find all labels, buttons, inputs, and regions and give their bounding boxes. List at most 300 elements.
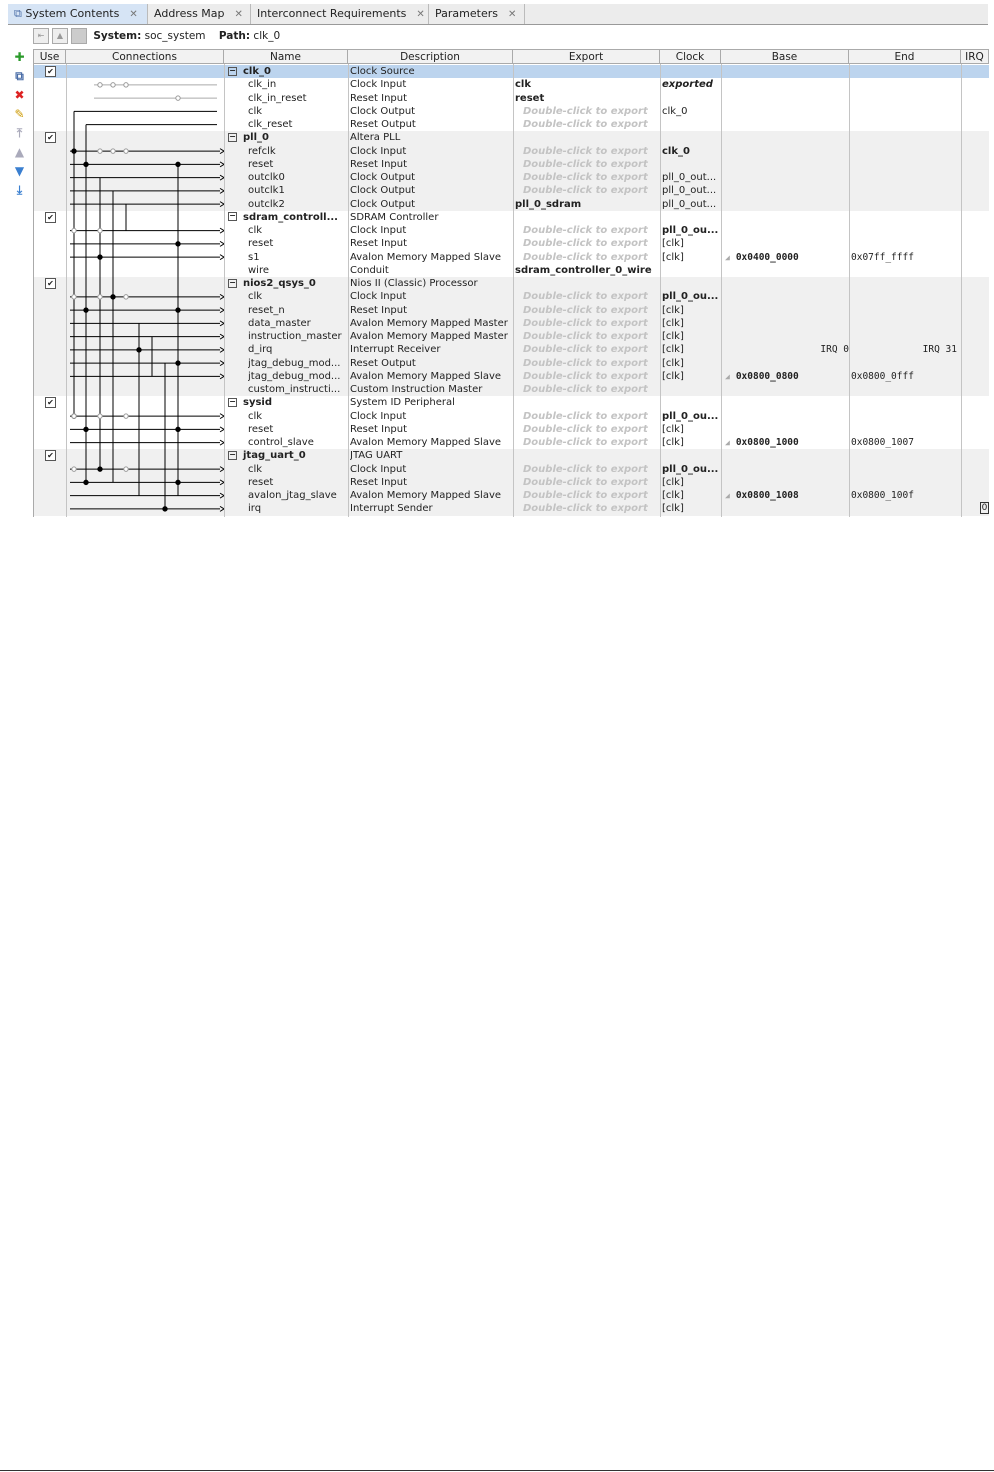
tab-bar: [8, 4, 988, 25]
clock-cell[interactable]: [clk]: [662, 370, 684, 382]
column-divider: [849, 50, 850, 517]
clock-cell[interactable]: [662, 396, 720, 409]
system-icon: ⧉: [14, 7, 26, 20]
interface-name[interactable]: data_master: [248, 317, 311, 329]
description-cell: Reset Input: [350, 304, 408, 316]
interface-name[interactable]: irq: [248, 503, 262, 515]
use-checkbox[interactable]: ✔: [45, 450, 56, 461]
description-cell: Avalon Memory Mapped Slave: [350, 490, 502, 501]
description-cell: Reset Input: [350, 238, 408, 250]
export-cell[interactable]: [515, 449, 655, 462]
clock-cell[interactable]: [662, 264, 720, 277]
clock-cell[interactable]: [clk]: [662, 331, 684, 342]
export-cell[interactable]: pll_0_sdram: [515, 198, 582, 210]
description-cell: Reset Input: [350, 158, 408, 170]
left-toolbar: [12, 50, 30, 202]
base-address-cell[interactable]: [725, 370, 849, 383]
move-up-icon[interactable]: ▲: [14, 145, 25, 159]
base-address-cell[interactable]: [725, 92, 849, 105]
port-arrow-icon: [220, 414, 224, 419]
collapse-icon[interactable]: −: [229, 131, 236, 141]
description-cell: Reset Output: [350, 119, 416, 130]
connection-point[interactable]: [98, 149, 102, 153]
port-arrow-icon: [220, 374, 224, 379]
port-arrow-icon: [220, 440, 224, 445]
description-cell: Reset Input: [350, 476, 408, 488]
clock-cell[interactable]: clk_0: [662, 145, 690, 157]
export-cell[interactable]: sdram_controller_0_wire: [515, 264, 652, 276]
description-cell: Clock Input: [350, 291, 407, 303]
end-address-cell: 0x0800_0fff: [851, 370, 914, 382]
remove-icon[interactable]: ✖: [14, 88, 25, 102]
export-cell[interactable]: [515, 65, 655, 78]
connection-point[interactable]: [72, 467, 76, 471]
column-header-connections[interactable]: Connections: [66, 50, 224, 64]
close-icon[interactable]: ✕: [416, 9, 425, 20]
interface-name[interactable]: clk_in_reset: [248, 92, 307, 104]
description-cell: Reset Input: [350, 92, 408, 104]
port-arrow-icon: [220, 308, 224, 313]
lock-icon[interactable]: ◢: [725, 438, 730, 447]
end-address-cell: 0x0800_1007: [851, 437, 914, 448]
export-cell[interactable]: Double-click to export: [523, 304, 648, 316]
clock-cell[interactable]: [662, 383, 720, 396]
connection-point[interactable]: [84, 427, 88, 431]
collapse-icon[interactable]: −: [229, 277, 236, 287]
end-address-cell: 0x07ff_ffff: [851, 251, 914, 263]
port-arrow-icon: [220, 241, 224, 246]
export-cell[interactable]: reset: [515, 92, 545, 104]
description-cell: Interrupt Receiver: [350, 344, 441, 356]
interface-name[interactable]: clk: [248, 410, 263, 422]
connection-point[interactable]: [176, 162, 180, 166]
clock-cell[interactable]: [662, 158, 720, 171]
base-address-cell[interactable]: [725, 65, 849, 78]
description-cell: Clock Output: [350, 172, 416, 183]
connection-point[interactable]: [98, 295, 102, 299]
base-address-cell[interactable]: [725, 304, 849, 317]
interface-name[interactable]: control_slave: [248, 437, 314, 448]
clock-cell[interactable]: [662, 118, 720, 131]
clock-cell[interactable]: clk_0: [662, 105, 688, 117]
close-icon[interactable]: ✕: [129, 9, 138, 20]
clock-cell[interactable]: [clk]: [662, 317, 684, 329]
component-name[interactable]: [228, 449, 348, 462]
end-address-cell: [851, 145, 961, 158]
irq-range-start: IRQ 0: [820, 344, 849, 356]
end-address-cell: [851, 158, 961, 171]
tab-parameters[interactable]: [429, 4, 525, 24]
interface-name[interactable]: clk: [248, 291, 263, 303]
column-header-name[interactable]: Name: [224, 50, 348, 64]
port-arrow-icon: [220, 228, 224, 233]
clock-cell[interactable]: [clk]: [662, 238, 684, 250]
description-cell: JTAG UART: [350, 450, 403, 462]
export-cell[interactable]: Double-click to export: [523, 370, 648, 382]
move-bottom-icon[interactable]: ⤓: [16, 183, 23, 197]
end-address-cell: [851, 198, 961, 211]
tab-interconnect-requirements[interactable]: [251, 4, 429, 24]
clock-cell[interactable]: [662, 65, 720, 78]
clock-cell[interactable]: [clk]: [662, 503, 684, 515]
path-label: Path:: [218, 30, 251, 42]
base-address-cell[interactable]: [725, 118, 849, 131]
interface-name[interactable]: clk: [248, 463, 263, 475]
clock-cell[interactable]: [clk]: [662, 304, 684, 316]
description-cell: Clock Input: [350, 79, 407, 91]
base-address-cell[interactable]: [725, 489, 849, 502]
component-name[interactable]: [228, 277, 348, 290]
export-cell[interactable]: Double-click to export: [523, 119, 648, 130]
export-cell[interactable]: Double-click to export: [523, 251, 648, 263]
use-checkbox[interactable]: ✔: [45, 212, 56, 223]
base-address-cell[interactable]: [725, 78, 849, 91]
base-address-cell[interactable]: [725, 198, 849, 211]
move-top-icon[interactable]: ⤒: [16, 126, 23, 140]
connection-point[interactable]: [111, 295, 115, 299]
export-cell[interactable]: Double-click to export: [523, 317, 648, 329]
connection-point[interactable]: [72, 414, 76, 418]
base-address-cell[interactable]: [725, 145, 849, 158]
interface-name[interactable]: outclk2: [248, 198, 285, 210]
base-address-cell[interactable]: [725, 251, 849, 264]
base-address-cell[interactable]: [725, 131, 849, 144]
interface-name[interactable]: reset: [248, 423, 274, 435]
connection-point[interactable]: [84, 480, 88, 484]
component-name-text: sysid: [243, 397, 273, 409]
export-cell[interactable]: Double-click to export: [523, 225, 648, 236]
interface-name[interactable]: s1: [248, 251, 260, 263]
system-label: System:: [93, 30, 142, 42]
clock-cell[interactable]: [662, 92, 720, 105]
column-header-irq[interactable]: IRQ: [961, 50, 989, 64]
end-address-cell: [851, 423, 961, 436]
end-address-cell: [851, 357, 961, 370]
connection-point[interactable]: [124, 414, 128, 418]
interface-name[interactable]: wire: [248, 264, 270, 276]
export-cell[interactable]: Double-click to export: [523, 437, 648, 448]
export-cell[interactable]: [515, 277, 655, 290]
component-name[interactable]: [228, 396, 348, 409]
end-address-cell: [851, 290, 961, 303]
collapse-icon[interactable]: −: [229, 65, 236, 75]
connection-point[interactable]: [111, 83, 115, 87]
export-cell[interactable]: Double-click to export: [523, 172, 648, 183]
interface-name[interactable]: clk_reset: [248, 119, 293, 130]
end-address-cell: [851, 171, 961, 184]
port-arrow-icon: [220, 480, 224, 485]
column-header-end[interactable]: End: [849, 50, 961, 64]
port-arrow-icon: [220, 202, 224, 207]
column-header-use[interactable]: Use: [34, 50, 66, 64]
interface-name[interactable]: custom_instructi...: [248, 384, 341, 395]
duplicate-icon[interactable]: ⧉: [15, 69, 24, 83]
clock-cell[interactable]: [clk]: [662, 437, 684, 448]
tab-system-contents[interactable]: [8, 4, 148, 24]
connection-point[interactable]: [84, 308, 88, 312]
port-arrow-icon: [220, 361, 224, 366]
base-address-cell[interactable]: [725, 264, 849, 277]
connection-point[interactable]: [176, 427, 180, 431]
connection-point[interactable]: [72, 228, 76, 232]
end-address-cell: [851, 78, 961, 91]
component-name-text: jtag_uart_0: [243, 450, 306, 462]
connection-point[interactable]: [98, 228, 102, 232]
use-checkbox[interactable]: ✔: [45, 397, 56, 408]
port-arrow-icon: [220, 255, 224, 260]
interface-name[interactable]: outclk0: [248, 172, 285, 183]
base-address-cell[interactable]: [725, 357, 849, 370]
export-cell[interactable]: Double-click to export: [523, 291, 648, 303]
interface-name[interactable]: reset_n: [248, 304, 285, 316]
port-arrow-icon: [220, 188, 224, 193]
connection-point[interactable]: [124, 295, 128, 299]
lock-icon[interactable]: ◢: [725, 371, 730, 381]
connection-point[interactable]: [163, 507, 167, 511]
irq-number[interactable]: 0: [981, 503, 988, 514]
connection-point[interactable]: [176, 242, 180, 246]
export-cell[interactable]: clk: [515, 79, 532, 91]
export-cell[interactable]: Double-click to export: [523, 384, 648, 395]
end-address-cell: [851, 92, 961, 105]
base-address-text: 0x0400_0000: [735, 251, 799, 263]
description-cell: Clock Source: [350, 66, 415, 77]
interface-name[interactable]: clk: [248, 225, 263, 236]
column-header-clock[interactable]: Clock: [660, 50, 721, 64]
export-cell[interactable]: Double-click to export: [523, 331, 648, 342]
clock-cell[interactable]: [clk]: [662, 251, 684, 263]
system-contents-table: [33, 49, 989, 517]
add-component-icon[interactable]: ✚: [14, 50, 25, 64]
connection-point[interactable]: [72, 149, 76, 153]
export-cell[interactable]: Double-click to export: [523, 476, 648, 488]
clock-cell[interactable]: exported: [662, 79, 713, 91]
lock-icon[interactable]: ◢: [725, 252, 730, 262]
end-address-cell: 0x0800_100f: [851, 490, 914, 501]
interface-name[interactable]: jtag_debug_mod...: [248, 370, 341, 382]
collapse-icon[interactable]: −: [229, 211, 236, 221]
description-cell: SDRAM Controller: [350, 211, 439, 223]
clock-cell[interactable]: [clk]: [662, 490, 684, 501]
port-arrow-icon: [220, 427, 224, 432]
interface-name[interactable]: jtag_debug_mod...: [248, 357, 341, 369]
clock-cell[interactable]: [clk]: [662, 357, 684, 369]
interface-name[interactable]: reset: [248, 238, 274, 250]
base-address-cell[interactable]: [725, 105, 849, 118]
base-address-cell[interactable]: [725, 237, 849, 250]
end-address-cell: [851, 264, 961, 277]
base-address-cell[interactable]: [725, 211, 849, 224]
edit-icon[interactable]: ✎: [14, 107, 25, 121]
description-cell: Clock Output: [350, 105, 416, 117]
clock-cell[interactable]: [662, 131, 720, 144]
move-down-icon[interactable]: ▼: [14, 164, 25, 178]
base-address-cell[interactable]: [725, 317, 849, 330]
connection-point[interactable]: [72, 295, 76, 299]
use-checkbox[interactable]: ✔: [45, 278, 56, 289]
base-address-cell[interactable]: [725, 383, 849, 396]
export-cell[interactable]: [515, 396, 655, 409]
interface-name[interactable]: clk_in: [248, 79, 277, 91]
clock-cell[interactable]: [662, 211, 720, 224]
export-cell[interactable]: Double-click to export: [523, 145, 648, 157]
description-cell: Clock Input: [350, 410, 407, 422]
base-address-cell[interactable]: [725, 476, 849, 489]
end-address-cell: [851, 330, 961, 343]
interface-name[interactable]: refclk: [248, 145, 276, 157]
column-header-base[interactable]: Base: [721, 50, 849, 64]
connection-point[interactable]: [124, 83, 128, 87]
clock-cell[interactable]: [662, 449, 720, 462]
port-arrow-icon: [220, 149, 224, 154]
description-cell: Clock Input: [350, 463, 407, 475]
export-cell[interactable]: Double-click to export: [523, 357, 648, 369]
component-name[interactable]: [228, 65, 348, 78]
connection-point[interactable]: [98, 255, 102, 259]
port-arrow-icon: [220, 321, 224, 326]
base-address-cell[interactable]: [725, 410, 849, 423]
export-cell[interactable]: [515, 211, 655, 224]
description-cell: Clock Output: [350, 185, 416, 197]
clock-cell[interactable]: pll_0_out...: [662, 198, 717, 210]
clock-cell[interactable]: pll_0_ou...: [662, 410, 719, 422]
base-address-cell[interactable]: [725, 423, 849, 436]
export-cell[interactable]: Double-click to export: [523, 463, 648, 475]
export-cell[interactable]: Double-click to export: [523, 185, 648, 197]
base-address-cell[interactable]: [725, 502, 849, 515]
clock-cell[interactable]: [clk]: [662, 423, 684, 435]
description-cell: Conduit: [350, 264, 389, 276]
use-checkbox[interactable]: ✔: [45, 132, 56, 143]
close-icon[interactable]: ✕: [507, 9, 517, 20]
connection-point[interactable]: [124, 467, 128, 471]
connection-point[interactable]: [176, 308, 180, 312]
description-cell: Avalon Memory Mapped Master: [350, 317, 508, 329]
connection-point[interactable]: [98, 467, 102, 471]
interface-name[interactable]: d_irq: [248, 344, 273, 356]
end-address-cell: [851, 211, 961, 224]
clock-cell[interactable]: pll_0_ou...: [662, 291, 719, 303]
base-address-cell[interactable]: [725, 171, 849, 184]
export-cell[interactable]: Double-click to export: [523, 490, 648, 501]
interface-name[interactable]: avalon_jtag_slave: [248, 490, 337, 501]
tab-label: Interconnect Requirements: [257, 7, 407, 20]
base-address-cell[interactable]: [725, 290, 849, 303]
tab-address-map[interactable]: [148, 4, 251, 24]
end-address-cell: [851, 463, 961, 476]
hierarchy-icon[interactable]: [71, 28, 87, 44]
base-address-cell[interactable]: [725, 436, 849, 449]
description-cell: Avalon Memory Mapped Master: [350, 331, 508, 342]
clock-cell[interactable]: [662, 277, 720, 290]
interface-name[interactable]: clk: [248, 105, 263, 117]
export-cell[interactable]: Double-click to export: [523, 158, 648, 170]
base-address-cell[interactable]: [725, 449, 849, 462]
connection-point[interactable]: [137, 348, 141, 352]
collapse-icon[interactable]: −: [229, 449, 236, 459]
export-cell[interactable]: Double-click to export: [523, 105, 648, 117]
base-address-cell[interactable]: [725, 184, 849, 197]
connections-graph: [34, 50, 224, 517]
port-arrow-icon: [220, 294, 224, 299]
end-address-cell: [851, 277, 961, 290]
connection-point[interactable]: [124, 149, 128, 153]
export-cell[interactable]: Double-click to export: [523, 238, 648, 250]
description-cell: Custom Instruction Master: [350, 384, 483, 395]
connection-point[interactable]: [176, 480, 180, 484]
description-cell: Clock Input: [350, 225, 407, 236]
base-address-cell[interactable]: [725, 330, 849, 343]
column-divider: [348, 50, 349, 517]
base-address-text: 0x0800_1008: [735, 490, 799, 501]
end-address-cell: [851, 317, 961, 330]
end-address-cell: [851, 304, 961, 317]
connection-point[interactable]: [84, 162, 88, 166]
column-header-export[interactable]: Export: [513, 50, 660, 64]
column-header-description[interactable]: Description: [348, 50, 513, 64]
up-icon[interactable]: ▲: [52, 28, 68, 44]
description-cell: Avalon Memory Mapped Slave: [350, 251, 502, 263]
column-divider: [721, 50, 722, 517]
port-arrow-icon: [220, 493, 224, 498]
base-address-cell[interactable]: [725, 224, 849, 237]
export-cell[interactable]: Double-click to export: [523, 423, 648, 435]
description-cell: Reset Input: [350, 423, 408, 435]
clock-cell[interactable]: pll_0_ou...: [662, 225, 719, 236]
lock-icon[interactable]: ◢: [725, 491, 730, 500]
export-cell[interactable]: Double-click to export: [523, 503, 648, 515]
base-address-cell[interactable]: [725, 396, 849, 409]
connection-point[interactable]: [176, 96, 180, 100]
tab-label: System Contents: [25, 7, 120, 20]
component-name-text: nios2_qsys_0: [243, 278, 316, 289]
base-address-text: 0x0800_0800: [735, 370, 799, 382]
end-address-cell: [851, 449, 961, 462]
clock-cell[interactable]: pll_0_out...: [662, 185, 717, 197]
port-arrow-icon: [220, 347, 224, 352]
clock-cell[interactable]: pll_0_ou...: [662, 463, 719, 475]
end-address-cell: [851, 131, 961, 144]
clock-cell[interactable]: pll_0_out...: [662, 172, 717, 183]
interface-name[interactable]: outclk1: [248, 185, 285, 197]
interface-name[interactable]: reset: [248, 158, 274, 170]
export-cell[interactable]: Double-click to export: [523, 344, 648, 356]
base-address-cell[interactable]: [725, 463, 849, 476]
connection-point[interactable]: [111, 149, 115, 153]
use-checkbox[interactable]: ✔: [45, 66, 56, 77]
base-address-cell[interactable]: [725, 158, 849, 171]
clock-cell[interactable]: [clk]: [662, 476, 684, 488]
export-cell[interactable]: [515, 131, 655, 144]
component-name[interactable]: [228, 211, 348, 224]
close-icon[interactable]: ✕: [234, 9, 243, 20]
end-address-cell: [851, 237, 961, 250]
interface-name[interactable]: instruction_master: [248, 331, 342, 342]
collapse-all-icon[interactable]: ⇤: [33, 28, 49, 44]
interface-name[interactable]: reset: [248, 476, 274, 488]
base-address-cell[interactable]: [725, 277, 849, 290]
path-bar: [33, 28, 280, 45]
connection-point[interactable]: [98, 414, 102, 418]
connection-point[interactable]: [176, 361, 180, 365]
port-arrow-icon: [220, 175, 224, 180]
end-address-cell: [851, 396, 961, 409]
connection-point[interactable]: [98, 83, 102, 87]
clock-cell[interactable]: [clk]: [662, 344, 684, 356]
component-name[interactable]: [228, 131, 348, 144]
export-cell[interactable]: Double-click to export: [523, 410, 648, 422]
collapse-icon[interactable]: −: [229, 396, 236, 406]
